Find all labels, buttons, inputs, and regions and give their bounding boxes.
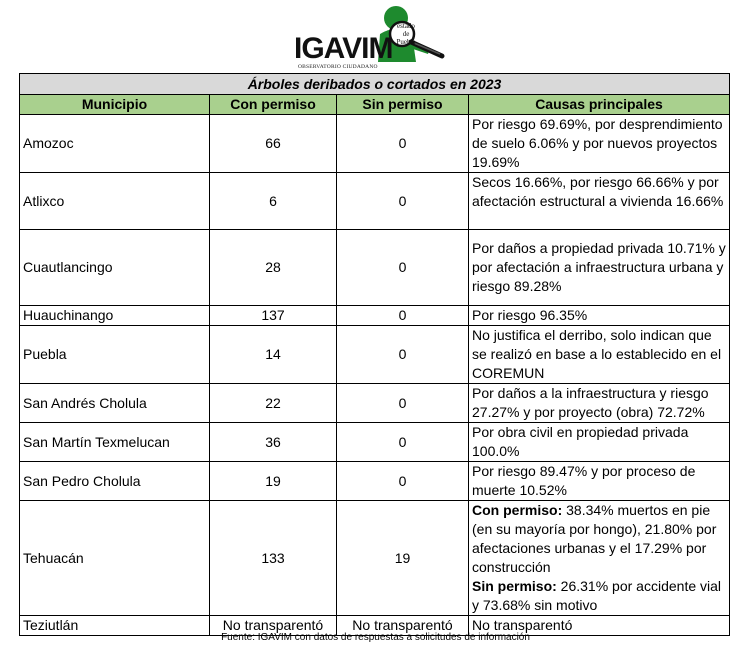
cell-sin-permiso: 0	[337, 462, 469, 501]
header-causas: Causas principales	[469, 95, 730, 115]
cell-con-permiso: 137	[210, 306, 337, 326]
causa-sin-label: Sin permiso:	[472, 578, 557, 594]
cell-municipio: Cuautlancingo	[20, 230, 210, 306]
cell-municipio: Huauchinango	[20, 306, 210, 326]
cell-sin-permiso: No transparentó	[337, 616, 469, 636]
source-note: Fuente: IGAVIM con datos de respuestas a solicitudes de información	[221, 632, 530, 643]
cell-con-permiso: 36	[210, 423, 337, 462]
logo-subtitle: OBSERVATORIO CIUDADANO	[298, 64, 378, 70]
table-row	[20, 326, 730, 384]
cell-sin-permiso: 0	[337, 326, 469, 384]
cell-causas: No transparentó	[469, 616, 730, 636]
cell-municipio: San Martín Texmelucan	[20, 423, 210, 462]
cell-con-permiso: 14	[210, 326, 337, 384]
cell-causas: Por riesgo 96.35%	[469, 306, 730, 326]
header-sin-permiso: Sin permiso	[337, 95, 469, 115]
cell-sin-permiso: 0	[337, 423, 469, 462]
cell-con-permiso: 28	[210, 230, 337, 306]
cell-causas: Por riesgo 89.47% y por proceso de muerte 10.52%	[469, 462, 730, 501]
cell-causas	[469, 501, 730, 616]
cell-sin-permiso: 0	[337, 115, 469, 173]
cell-sin-permiso: 19	[337, 501, 469, 616]
cell-sin-permiso: 0	[337, 384, 469, 423]
table-row	[20, 306, 730, 326]
causa-sin-permiso	[472, 577, 726, 615]
table-title-row	[20, 74, 730, 95]
trees-table	[19, 73, 730, 636]
header-municipio: Municipio	[20, 95, 210, 115]
igavim-logo	[290, 4, 460, 70]
cell-causas: No justifica el derribo, solo indican que se realizó en base a lo establecido en el COREMUN	[469, 326, 730, 384]
cell-con-permiso: 22	[210, 384, 337, 423]
causa-con-text: 38.34% muertos en pie (en su mayoría por hongo), 21.80% por afectaciones urbanas y el 17.29% por construcción	[472, 502, 717, 575]
cell-municipio: Tehuacán	[20, 501, 210, 616]
cell-causas: Por obra civil en propiedad privada 100.0%	[469, 423, 730, 462]
cell-sin-permiso: 0	[337, 230, 469, 306]
cell-con-permiso: 66	[210, 115, 337, 173]
cell-sin-permiso: 0	[337, 173, 469, 230]
cell-con-permiso: No transparentó	[210, 616, 337, 636]
cell-municipio: Amozoc	[20, 115, 210, 173]
cell-municipio: San Andrés Cholula	[20, 384, 210, 423]
table-row	[20, 423, 730, 462]
causa-con-permiso	[472, 501, 726, 577]
table-row	[20, 173, 730, 230]
cell-municipio: San Pedro Cholula	[20, 462, 210, 501]
cell-causas: Secos 16.66%, por riesgo 66.66% y por afectación estructural a vivienda 16.66%	[469, 173, 730, 230]
cell-causas: Por daños a la infraestructura y riesgo 27.27% y por proyecto (obra) 72.72%	[469, 384, 730, 423]
cell-municipio: Puebla	[20, 326, 210, 384]
causa-sin-text: 26.31% por accidente vial y 73.68% sin motivo	[472, 578, 722, 613]
cell-con-permiso: 133	[210, 501, 337, 616]
logo-wordmark: IGAVIM	[294, 32, 393, 65]
logo-badge-text: estado de Puebla	[396, 22, 416, 46]
header-con-permiso: Con permiso	[210, 95, 337, 115]
cell-municipio: Teziutlán	[20, 616, 210, 636]
table-row	[20, 230, 730, 306]
causa-con-label: Con permiso:	[472, 502, 563, 518]
cell-con-permiso: 6	[210, 173, 337, 230]
table-row	[20, 115, 730, 173]
cell-municipio: Atlixco	[20, 173, 210, 230]
cell-causas: Por riesgo 69.69%, por desprendimiento de suelo 6.06% y por nuevos proyectos 19.69%	[469, 115, 730, 173]
cell-sin-permiso: 0	[337, 306, 469, 326]
table-row	[20, 462, 730, 501]
table-row	[20, 501, 730, 616]
cell-con-permiso: 19	[210, 462, 337, 501]
cell-causas: Por daños a propiedad privada 10.71% y por afectación a infraestructura urbana y riesgo 89.28%	[469, 230, 730, 306]
table-header-row	[20, 95, 730, 115]
table-title: Árboles deribados o cortados en 2023	[20, 74, 730, 95]
table-row	[20, 384, 730, 423]
